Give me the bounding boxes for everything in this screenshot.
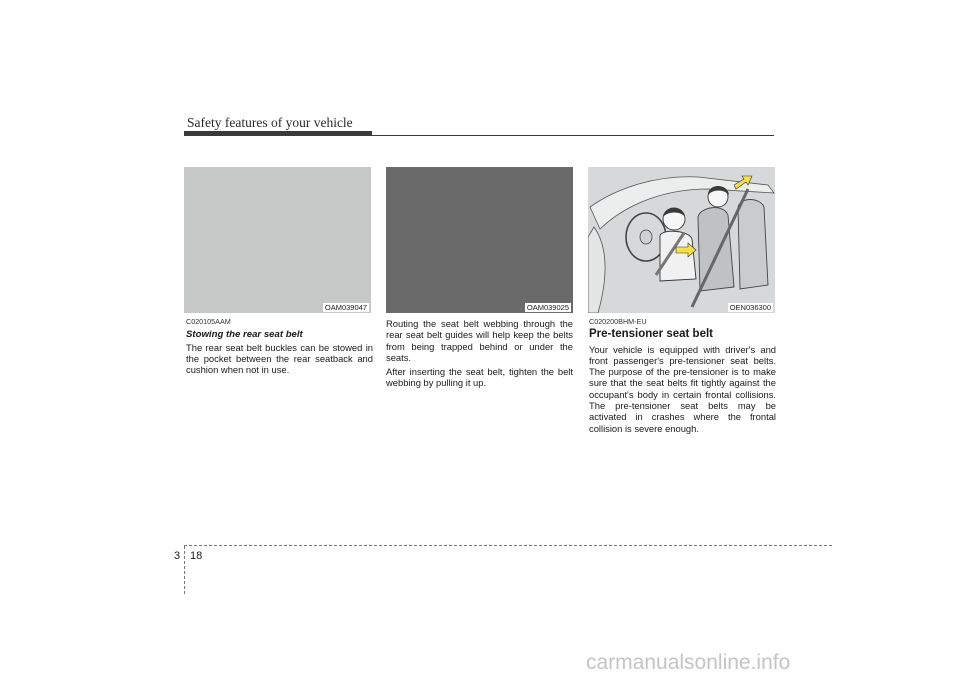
- section-heading: Pre-tensioner seat belt: [589, 328, 713, 341]
- page-number: 18: [190, 550, 203, 562]
- body-paragraph: The rear seat belt buckles can be stowed in the pocket between the rear seatback and cushion when not in use.: [186, 341, 373, 376]
- figure-image: [184, 167, 371, 313]
- watermark: carmanualsonline.info: [586, 651, 791, 674]
- column-middle: [386, 318, 573, 389]
- column-left: [186, 316, 373, 375]
- body-paragraph: Your vehicle is equipped with driver's and front passenger's pre-tensioner seat belts. The purpose of the pre-tensioner is to make sure that the seat belts fit tightly against the occupant's body in certain frontal collisions. The pre-tensioner seat belts may be activated in crashes where the frontal collision is severe enough.: [589, 343, 776, 434]
- header-rule: [184, 135, 774, 136]
- figure-stowed-buckles: [184, 167, 371, 313]
- page-header-title: Safety features of your vehicle: [187, 115, 353, 130]
- column-right: [589, 316, 776, 434]
- body-paragraph: Routing the seat belt webbing through the rear seat belt guides will help keep the belts from being trapped behind or under the seats.: [386, 318, 573, 363]
- section-heading: Stowing the rear seat belt: [186, 329, 303, 341]
- figure-image: [386, 167, 573, 313]
- footer-divider: [184, 546, 185, 594]
- section-code: C020200BHM-EU: [589, 317, 647, 326]
- car-interior-illustration: [588, 167, 775, 313]
- figure-code: OAM039025: [526, 303, 569, 312]
- figure-code: OEN036300: [729, 303, 771, 312]
- body-paragraph: After inserting the seat belt, tighten the belt webbing by pulling it up.: [386, 366, 573, 389]
- chapter-number: 3: [174, 550, 181, 562]
- section-code: C020105AAM: [186, 317, 231, 326]
- figure-belt-guides: [386, 167, 573, 313]
- footer-rule: [184, 545, 832, 546]
- figure-code: OAM039047: [324, 303, 367, 312]
- figure-pretensioner: [588, 167, 775, 313]
